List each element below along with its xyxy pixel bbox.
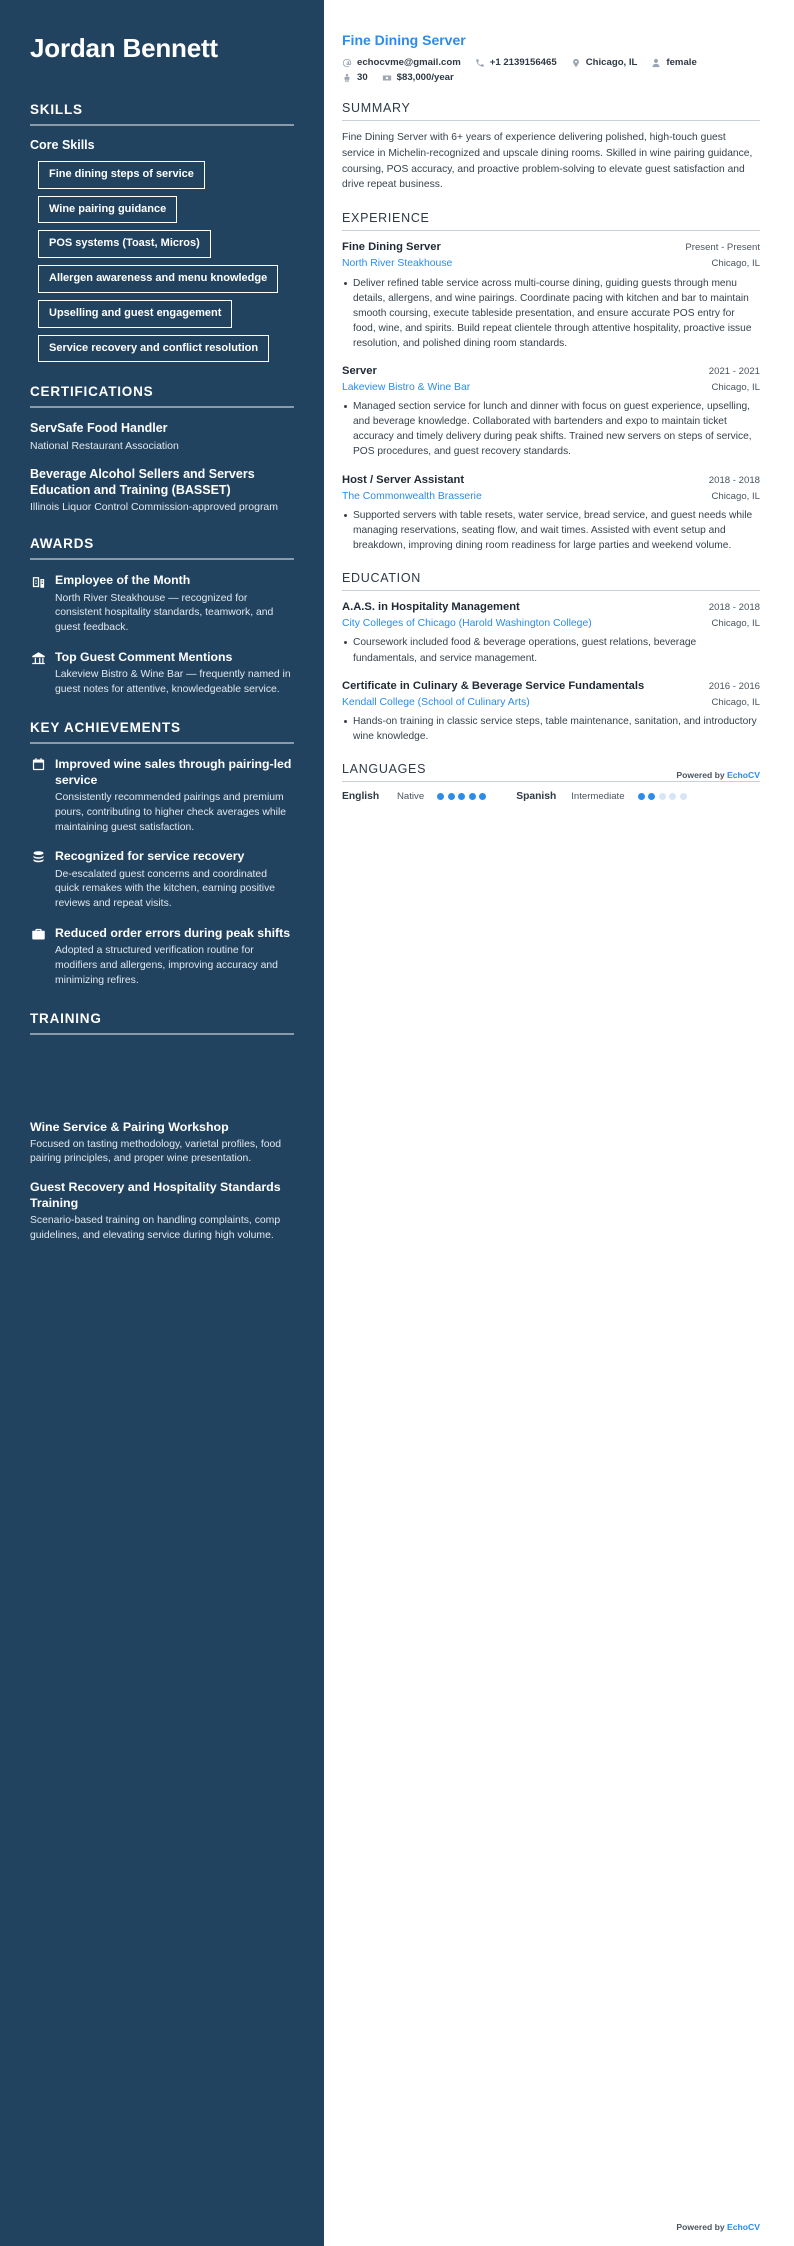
contact-age — [342, 72, 368, 83]
experience-dates: Present - Present — [685, 242, 760, 254]
skill-tag: Wine pairing guidance — [38, 196, 177, 224]
experience-entry — [342, 364, 760, 460]
experience-dates: 2018 - 2018 — [708, 474, 760, 486]
languages-divider — [342, 781, 760, 782]
experience-divider — [342, 230, 760, 231]
bullet: Managed section service for lunch and dinner with focus on guest experience, upselling, and beverage knowledge. Collaborated with bartenders and expo to maintain ticket accuracy and timely delivery during peak shifts. Trained new servers on steps of service, POS procedures, and guest recovery standards. — [342, 399, 760, 459]
experience-location: Chicago, IL — [711, 490, 760, 502]
certifications-heading: CERTIFICATIONS — [30, 384, 154, 400]
contact-row-secondary — [342, 72, 760, 83]
briefcase-icon — [30, 926, 46, 942]
training-title: Guest Recovery and Hospitality Standards Training — [30, 1180, 281, 1211]
training-heading: TRAINING — [30, 1010, 102, 1026]
sidebar-section-awards — [30, 536, 294, 697]
certification-org: Illinois Liquor Control Commission-approved program — [30, 501, 279, 514]
achievement-description: Adopted a structured verification routine for modifiers and allergens, improving accuracy and minimizing refires. — [55, 945, 278, 986]
rating-dot — [648, 793, 655, 800]
section-languages — [342, 762, 760, 802]
contact-salary-value: $83,000/year — [396, 72, 454, 83]
education-dates: 2016 - 2016 — [708, 680, 760, 692]
rating-dot — [669, 793, 676, 800]
experience-heading: EXPERIENCE — [342, 210, 430, 225]
training-item — [30, 1179, 294, 1244]
experience-bullets — [342, 276, 760, 351]
training-title: Wine Service & Pairing Workshop — [30, 1119, 229, 1134]
rating-dot — [659, 793, 666, 800]
skills-heading: SKILLS — [30, 101, 83, 117]
skill-tag: POS systems (Toast, Micros) — [38, 230, 211, 258]
core-skills-subheading: Core Skills — [30, 137, 95, 152]
education-heading: EDUCATION — [342, 570, 421, 585]
calendar-icon — [30, 757, 46, 773]
bullet: Supported servers with table resets, water service, bread service, and guest needs while managing reservations, seating flow, and wait times. Assisted with event setup and breakdown, improving dining room readiness for large parties and weekend volume. — [342, 508, 760, 553]
language-name: English — [342, 791, 380, 803]
powered-by-prefix: Powered by — [676, 2222, 728, 2232]
certification-item — [30, 420, 294, 452]
achievement-description: Consistently recommended pairings and premium pours, contributing to higher check averages while maintaining guest satisfaction. — [55, 792, 287, 833]
achievement-item — [30, 925, 294, 989]
experience-title: Server — [342, 364, 377, 377]
experience-location: Chicago, IL — [711, 258, 760, 270]
powered-by-footer — [676, 770, 760, 780]
powered-by-brand: EchoCV — [727, 2222, 760, 2232]
candidate-name: Jordan Bennett — [30, 33, 218, 63]
skills-divider — [30, 124, 294, 126]
certification-name: ServSafe Food Handler — [30, 421, 168, 436]
contact-phone-value: +1 2139156465 — [489, 57, 557, 68]
bullet: Coursework included food & beverage operations, guest relations, beverage fundamentals, and service management. — [342, 635, 760, 665]
experience-organization[interactable]: Lakeview Bistro & Wine Bar — [342, 382, 471, 394]
email-icon — [342, 58, 352, 68]
award-item — [30, 572, 294, 636]
rating-dot — [479, 793, 486, 800]
language-name: Spanish — [516, 791, 557, 803]
contact-row-primary — [342, 57, 760, 68]
language-rating-dots — [638, 793, 687, 800]
bank-icon — [30, 650, 46, 666]
sidebar — [0, 0, 324, 2246]
experience-location: Chicago, IL — [711, 382, 760, 394]
achievement-title: Reduced order errors during peak shifts — [55, 926, 291, 940]
education-bullets — [342, 635, 760, 665]
rating-dot — [437, 793, 444, 800]
bullet: Hands-on training in classic service steps, table maintenance, sanitation, and introductory wine knowledge. — [342, 714, 760, 744]
experience-title: Fine Dining Server — [342, 241, 441, 254]
education-location: Chicago, IL — [711, 618, 760, 630]
section-experience — [342, 211, 760, 553]
experience-bullets — [342, 399, 760, 459]
rating-dot — [448, 793, 455, 800]
key-achievements-heading: KEY ACHIEVEMENTS — [30, 719, 181, 735]
achievement-title: Recognized for service recovery — [55, 849, 245, 864]
rating-dot — [458, 793, 465, 800]
achievement-item — [30, 756, 294, 836]
bullet: Deliver refined table service across multi-course dining, guiding guests through menu details, allergens, and wine pairings. Coordinate pacing with kitchen and bar to maintain smooth coursing, execute tableside presentation, and ensure accurate POS entry for food, wine, and spirits. Build repeat clientele through attentive hospitality, proactive issue resolution, and polished dining room standards. — [342, 276, 760, 351]
languages-heading: LANGUAGES — [342, 762, 427, 777]
contact-salary — [382, 72, 454, 83]
certification-item — [30, 466, 294, 515]
skill-tag: Service recovery and conflict resolution — [38, 335, 269, 363]
phone-icon — [475, 58, 485, 68]
location-icon — [571, 58, 581, 68]
contact-location — [571, 57, 638, 68]
summary-heading: SUMMARY — [342, 101, 411, 115]
powered-by-footer — [676, 2222, 760, 2232]
rating-dot — [638, 793, 645, 800]
rating-dot — [680, 793, 687, 800]
training-description: Scenario-based training on handling complaints, comp guidelines, and elevating service during high volume. — [30, 1215, 281, 1242]
experience-organization[interactable]: The Commonwealth Brasserie — [342, 490, 482, 502]
training-description: Focused on tasting methodology, varietal profiles, food pairing principles, and proper wine presentation. — [30, 1138, 282, 1165]
experience-bullets — [342, 508, 760, 553]
education-entry — [342, 600, 760, 665]
education-organization[interactable]: Kendall College (School of Culinary Arts) — [342, 696, 530, 708]
database-icon — [30, 849, 46, 865]
section-education — [342, 571, 760, 744]
contact-phone[interactable] — [475, 57, 557, 68]
education-bullets — [342, 714, 760, 744]
summary-text: Fine Dining Server with 6+ years of experience delivering polished, high-touch guest service in Michelin-recognized and upscale dining rooms. Skilled in wine pairing guidance, coursing, POS accuracy, and proactive problem-solving to elevate guest satisfaction and drive repeat business. — [342, 132, 753, 191]
education-title: A.A.S. in Hospitality Management — [342, 601, 520, 614]
award-item — [30, 649, 294, 698]
education-divider — [342, 590, 760, 591]
certification-name: Beverage Alcohol Sellers and Servers Education and Training (BASSET) — [30, 466, 255, 498]
achievement-item — [30, 848, 294, 912]
section-summary — [342, 101, 760, 193]
awards-heading: AWARDS — [30, 536, 95, 552]
training-item — [30, 1119, 294, 1168]
education-dates: 2018 - 2018 — [708, 602, 760, 614]
key-achievements-divider — [30, 742, 294, 744]
main-content — [324, 0, 794, 2246]
salary-icon — [382, 73, 392, 83]
award-title: Top Guest Comment Mentions — [55, 650, 233, 664]
powered-by-brand: EchoCV — [727, 770, 760, 780]
language-item-spanish — [516, 791, 686, 802]
education-organization[interactable]: City Colleges of Chicago (Harold Washington College) — [342, 618, 592, 630]
person-icon — [651, 58, 661, 68]
sidebar-section-key-achievements — [30, 720, 294, 989]
contact-email[interactable] — [342, 57, 461, 68]
achievement-title: Improved wine sales through pairing-led service — [55, 756, 292, 787]
summary-divider — [342, 120, 760, 121]
award-description: North River Steakhouse — recognized for consistent hospitality standards, teamwork, and guest feedback. — [55, 592, 274, 634]
experience-dates: 2021 - 2021 — [708, 365, 760, 377]
experience-organization[interactable]: North River Steakhouse — [342, 258, 453, 270]
education-title: Certificate in Culinary & Beverage Service Fundamentals — [342, 679, 645, 692]
experience-entry — [342, 473, 760, 553]
experience-title: Host / Server Assistant — [342, 473, 465, 486]
language-rating-dots — [437, 793, 486, 800]
languages-row — [342, 791, 760, 802]
language-level: Intermediate — [571, 791, 625, 803]
building-icon — [30, 573, 46, 589]
powered-by-prefix: Powered by — [676, 770, 728, 780]
skill-tag: Upselling and guest engagement — [38, 300, 232, 328]
contact-gender — [651, 57, 696, 68]
contact-age-value: 30 — [357, 72, 368, 83]
skill-tag: Allergen awareness and menu knowledge — [38, 265, 278, 293]
education-location: Chicago, IL — [711, 696, 760, 708]
sidebar-section-training — [30, 1011, 294, 1244]
contact-gender-value: female — [666, 57, 697, 68]
certification-org: National Restaurant Association — [30, 439, 179, 452]
contact-location-value: Chicago, IL — [585, 57, 638, 68]
experience-entry — [342, 240, 760, 351]
job-title-headline: Fine Dining Server — [342, 32, 466, 48]
rating-dot — [469, 793, 476, 800]
achievement-description: De-escalated guest concerns and coordinated quick remakes with the kitchen, earning positive reviews and repeat visits. — [55, 868, 276, 910]
training-divider — [30, 1033, 294, 1035]
awards-divider — [30, 558, 294, 560]
education-entry — [342, 679, 760, 744]
contact-email-value: echocvme@gmail.com — [357, 57, 461, 68]
training-spacer — [30, 1047, 294, 1119]
certifications-divider — [30, 406, 294, 408]
skill-tag-list — [30, 161, 294, 363]
skill-tag: Fine dining steps of service — [38, 161, 205, 189]
sidebar-section-skills — [30, 102, 294, 363]
sidebar-section-certifications — [30, 384, 294, 514]
language-item-english — [342, 791, 486, 802]
age-icon — [342, 73, 352, 83]
award-description: Lakeview Bistro & Wine Bar — frequently named in guest notes for attentive, knowledgeable service. — [55, 669, 291, 695]
award-title: Employee of the Month — [55, 573, 191, 588]
language-level: Native — [397, 791, 425, 803]
